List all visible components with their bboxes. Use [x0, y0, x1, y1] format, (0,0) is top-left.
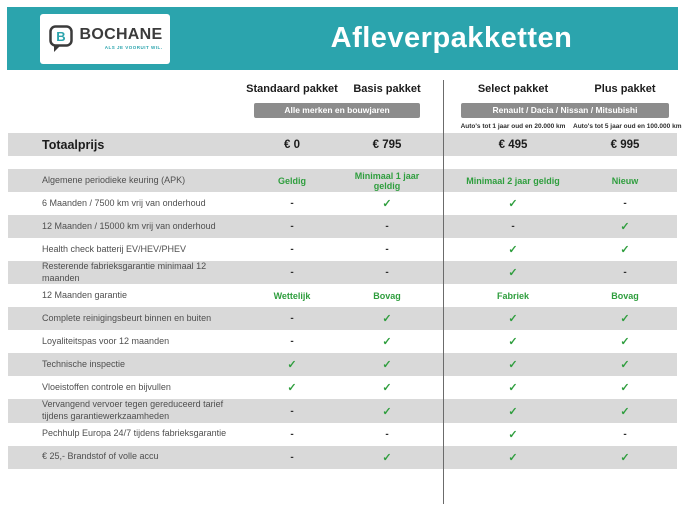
- price-plus: € 995: [610, 138, 640, 151]
- dash-value: -: [623, 428, 627, 440]
- dash-value: -: [290, 405, 294, 417]
- feature-text-value: Wettelijk: [273, 290, 311, 301]
- feature-text-value: Bovag: [373, 290, 401, 301]
- check-icon: ✓: [508, 313, 518, 326]
- feature-label: Pechhulp Europa 24/7 tijdens fabrieksgarantie: [42, 428, 227, 439]
- dash-value: -: [623, 267, 627, 279]
- feature-label: 12 Maanden garantie: [42, 290, 128, 301]
- table-row: [8, 215, 677, 238]
- table-row: [8, 399, 677, 422]
- check-icon: ✓: [620, 221, 630, 233]
- check-icon: ✓: [620, 382, 630, 395]
- header-banner: [7, 7, 678, 70]
- group-badge-row: [8, 100, 677, 120]
- check-icon: ✓: [620, 336, 630, 349]
- dash-value: -: [290, 336, 294, 348]
- feature-label: Vervangend vervoer tegen gereduceerd tarief tijdens garantiewerkzaamheden: [42, 399, 224, 422]
- table-spacer: [8, 156, 677, 169]
- check-icon: ✓: [287, 382, 297, 395]
- table-row: [8, 307, 677, 330]
- dash-value: -: [290, 451, 294, 463]
- check-icon: ✓: [382, 198, 392, 210]
- svg-text:B: B: [55, 29, 66, 44]
- feature-label: 6 Maanden / 7500 km vrij van onderhoud: [42, 197, 206, 208]
- column-header-plus: Plus pakket: [594, 83, 656, 95]
- table-row: [8, 376, 677, 399]
- check-icon: ✓: [382, 313, 392, 326]
- feature-label: Complete reinigingsbeurt binnen en buiten: [42, 313, 212, 324]
- check-icon: ✓: [620, 359, 630, 372]
- dash-value: -: [290, 313, 294, 325]
- feature-label: Technische inspectie: [42, 359, 126, 370]
- price-standaard: € 0: [284, 138, 300, 151]
- select-note: Auto's tot 1 jaar oud en 20.000 km: [460, 123, 566, 130]
- table-row: [8, 261, 677, 284]
- check-icon: ✓: [508, 451, 518, 464]
- total-price-row: [8, 133, 677, 156]
- column-header-select: Select pakket: [477, 83, 549, 95]
- dash-value: -: [385, 428, 389, 440]
- check-icon: ✓: [382, 382, 392, 395]
- check-icon: ✓: [508, 244, 518, 256]
- logo-text: [80, 27, 163, 50]
- group1-badge: Alle merken en bouwjaren: [254, 103, 420, 118]
- column-notes-row: [8, 120, 682, 133]
- table-row: [8, 446, 677, 469]
- check-icon: ✓: [382, 359, 392, 372]
- table-row: [8, 192, 677, 215]
- dash-value: -: [385, 244, 389, 255]
- check-icon: ✓: [508, 267, 518, 280]
- table-row: [8, 238, 677, 261]
- column-header-standaard: Standaard pakket: [246, 83, 338, 95]
- table-row: [8, 169, 677, 192]
- check-icon: ✓: [620, 313, 630, 326]
- dash-value: -: [623, 198, 627, 209]
- logo-tagline: ALS JE VOORUIT WIL.: [104, 45, 163, 50]
- feature-rows: [8, 169, 677, 469]
- check-icon: ✓: [382, 336, 392, 349]
- feature-text-value: Minimaal 1 jaar geldig: [354, 170, 420, 191]
- dash-value: -: [290, 221, 294, 232]
- feature-label: Resterende fabrieksgarantie minimaal 12 maanden: [42, 261, 207, 283]
- dash-value: -: [290, 198, 294, 209]
- dash-value: -: [385, 221, 389, 232]
- column-header-basis: Basis pakket: [353, 83, 421, 95]
- group-divider-line: [443, 80, 444, 504]
- column-header-row: [8, 78, 677, 100]
- total-price-label: Totaalprijs: [42, 137, 105, 152]
- feature-label: Vloeistoffen controle en bijvullen: [42, 382, 171, 393]
- page-title: Afleverpakketten: [330, 22, 573, 54]
- check-icon: ✓: [508, 336, 518, 349]
- table-row: [8, 330, 677, 353]
- check-icon: ✓: [508, 359, 518, 372]
- check-icon: ✓: [287, 359, 297, 372]
- check-icon: ✓: [508, 382, 518, 395]
- dash-value: -: [290, 428, 294, 440]
- feature-text-value: Bovag: [611, 290, 639, 301]
- plus-note: Auto's tot 5 jaar oud en 100.000 km: [573, 123, 682, 130]
- table-row: [8, 353, 677, 376]
- check-icon: ✓: [382, 451, 392, 464]
- check-icon: ✓: [620, 405, 630, 418]
- check-icon: ✓: [508, 198, 518, 210]
- feature-text-value: Geldig: [277, 175, 306, 186]
- dash-value: -: [290, 244, 294, 255]
- feature-text-value: Nieuw: [611, 175, 639, 186]
- price-select: € 495: [498, 138, 528, 151]
- feature-label: 12 Maanden / 15000 km vrij van onderhoud: [42, 220, 216, 231]
- bochane-logo-icon: [48, 24, 75, 53]
- check-icon: ✓: [508, 428, 518, 441]
- feature-label: € 25,- Brandstof of volle accu: [42, 451, 159, 462]
- group2-badge: Renault / Dacia / Nissan / Mitsubishi: [461, 103, 669, 118]
- feature-label: Algemene periodieke keuring (APK): [42, 174, 186, 185]
- check-icon: ✓: [620, 244, 630, 256]
- feature-label: Loyaliteitspas voor 12 maanden: [42, 336, 170, 347]
- dash-value: -: [385, 267, 389, 279]
- feature-text-value: Fabriek: [496, 290, 529, 301]
- table-row: [8, 423, 677, 446]
- price-basis: € 795: [372, 138, 402, 151]
- table-row: [8, 284, 677, 307]
- check-icon: ✓: [508, 405, 518, 418]
- check-icon: ✓: [620, 451, 630, 464]
- dash-value: -: [511, 221, 515, 232]
- feature-text-value: Minimaal 2 jaar geldig: [466, 175, 560, 186]
- packages-table: [8, 78, 682, 469]
- bochane-logo: [40, 14, 170, 64]
- check-icon: ✓: [382, 405, 392, 418]
- dash-value: -: [290, 267, 294, 279]
- feature-label: Health check batterij EV/HEV/PHEV: [42, 243, 187, 254]
- logo-name: BOCHANE: [79, 26, 163, 43]
